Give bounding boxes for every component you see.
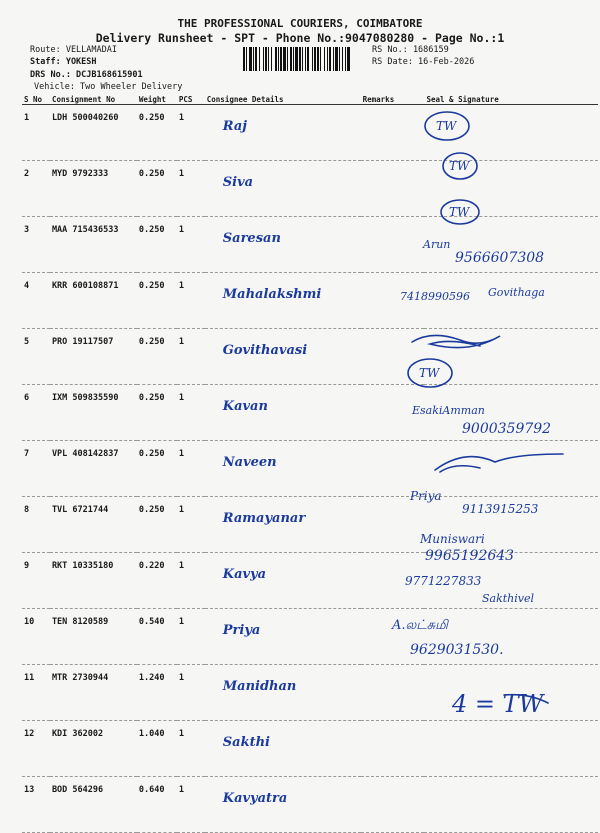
sig-text-r7: TW	[419, 366, 440, 380]
row-pcs: 1	[177, 497, 205, 553]
row-seal	[424, 441, 598, 497]
barcode-bar	[278, 47, 279, 71]
row-remarks	[361, 217, 425, 273]
row-remarks	[361, 273, 425, 329]
row-consignment: VPL 408142837	[50, 441, 137, 497]
barcode-bar	[293, 47, 294, 71]
barcode-bar	[335, 47, 338, 71]
barcode-bar	[265, 47, 267, 71]
row-weight: 0.250	[137, 385, 177, 441]
barcode-bar	[255, 47, 257, 71]
route-info: Route: VELLAMADAI	[30, 45, 117, 55]
row-consignee-name: Siva	[205, 161, 361, 217]
row-remarks	[361, 553, 425, 609]
row-pcs: 1	[177, 441, 205, 497]
row-consignee-name: Raj	[205, 105, 361, 161]
remark-r13-phone: 9629031530.	[410, 642, 504, 658]
row-seal	[424, 665, 598, 721]
row-remarks	[361, 161, 425, 217]
sig-text-r3: TW	[449, 205, 470, 219]
row-seal	[424, 777, 598, 833]
row-seal	[424, 329, 598, 385]
row-pcs: 1	[177, 273, 205, 329]
row-consignment: KDI 362002	[50, 721, 137, 777]
barcode-bar	[305, 47, 306, 71]
col-pcs: PCS	[177, 94, 205, 105]
row-consignment: RKT 10335180	[50, 553, 137, 609]
row-pcs: 1	[177, 553, 205, 609]
barcode-bar	[339, 47, 340, 71]
row-consignment: TEN 8120589	[50, 609, 137, 665]
row-sno: 4	[22, 273, 50, 329]
barcode-bar	[329, 47, 331, 71]
row-sno: 7	[22, 441, 50, 497]
row-consignee-name: Kavya	[205, 553, 361, 609]
barcode-bar	[259, 47, 260, 71]
barcode-bar	[327, 47, 328, 71]
row-weight: 0.250	[137, 441, 177, 497]
remark-r12-phone: 9771227833	[405, 574, 482, 588]
row-consignment: MYD 9792333	[50, 161, 137, 217]
table-row	[22, 273, 598, 329]
row-pcs: 1	[177, 217, 205, 273]
company-title: THE PROFESSIONAL COURIERS, COIMBATORE	[177, 17, 423, 30]
sig-text-r1: TW	[436, 119, 457, 133]
table-row	[22, 385, 598, 441]
remark-r13-name: A.லட்சுமி	[392, 618, 448, 633]
row-remarks	[361, 441, 425, 497]
barcode-bar	[324, 47, 325, 71]
col-weight: Weight	[137, 94, 177, 105]
barcode-bar	[246, 47, 247, 71]
row-weight: 0.250	[137, 105, 177, 161]
row-pcs: 1	[177, 665, 205, 721]
col-seal-signature: Seal & Signature	[424, 94, 598, 105]
row-seal	[424, 721, 598, 777]
row-remarks	[361, 385, 425, 441]
row-remarks	[361, 665, 425, 721]
remark-r8-phone: 9000359792	[462, 421, 552, 437]
barcode-bar	[317, 47, 319, 71]
row-seal	[424, 497, 598, 553]
row-sno: 3	[22, 217, 50, 273]
row-weight: 0.640	[137, 777, 177, 833]
barcode-bar	[342, 47, 343, 71]
row-pcs: 1	[177, 609, 205, 665]
row-pcs: 1	[177, 105, 205, 161]
row-consignee-name: Ramayanar	[205, 497, 361, 553]
row-weight: 1.240	[137, 665, 177, 721]
row-seal	[424, 217, 598, 273]
barcode-bar	[312, 47, 313, 71]
remark-r5-name: Govithaga	[488, 286, 545, 299]
barcode-bar	[243, 47, 245, 71]
row-pcs: 1	[177, 161, 205, 217]
row-consignee-name: Kavan	[205, 385, 361, 441]
remark-r8-name: EsakiAmman	[412, 404, 485, 417]
row-consignment: IXM 509835590	[50, 385, 137, 441]
table-row	[22, 609, 598, 665]
rs-date: RS Date: 16-Feb-2026	[372, 57, 475, 67]
row-weight: 1.040	[137, 721, 177, 777]
row-pcs: 1	[177, 777, 205, 833]
row-consignment: LDH 500040260	[50, 105, 137, 161]
remark-r4-name: Arun	[423, 238, 451, 251]
barcode-bar	[299, 47, 301, 71]
row-sno: 8	[22, 497, 50, 553]
row-consignment: BOD 564296	[50, 777, 137, 833]
remark-r12-name: Sakthivel	[482, 592, 535, 605]
table-row	[22, 721, 598, 777]
barcode-bar	[345, 47, 346, 71]
row-pcs: 1	[177, 385, 205, 441]
row-weight: 0.250	[137, 497, 177, 553]
remark-r4-phone: 9566607308	[455, 250, 545, 266]
row-remarks	[361, 609, 425, 665]
barcode-bar	[295, 47, 298, 71]
barcode-bar	[307, 47, 309, 71]
row-remarks	[361, 497, 425, 553]
sig-text-r2: TW	[449, 159, 470, 173]
row-remarks	[361, 721, 425, 777]
row-remarks	[361, 105, 425, 161]
barcode-bar	[290, 47, 292, 71]
barcode-bar	[314, 47, 316, 71]
row-weight: 0.540	[137, 609, 177, 665]
row-sno: 5	[22, 329, 50, 385]
barcode-bar	[280, 47, 282, 71]
runsheet-subtitle: Delivery Runsheet - SPT - Phone No.:9047080280 - Page No.:1	[95, 31, 505, 45]
barcode-bar	[253, 47, 254, 71]
table-row	[22, 329, 598, 385]
col-sno: S No	[22, 94, 50, 105]
vehicle-info: Vehicle: Two Wheeler Delivery	[34, 82, 183, 92]
barcode-bar	[268, 47, 269, 71]
table-row	[22, 777, 598, 833]
row-weight: 0.250	[137, 329, 177, 385]
barcode-bar	[271, 47, 272, 71]
row-seal	[424, 105, 598, 161]
row-remarks	[361, 777, 425, 833]
row-seal	[424, 385, 598, 441]
row-consignee-name: Sakthi	[205, 721, 361, 777]
remark-r11-name: Muniswari	[420, 532, 485, 546]
table-row	[22, 441, 598, 497]
table-row	[22, 553, 598, 609]
row-consignee-name: Saresan	[205, 217, 361, 273]
row-weight: 0.250	[137, 273, 177, 329]
delivery-table	[22, 94, 598, 833]
remark-r10-phone: 9113915253	[462, 502, 539, 516]
barcode-bar	[249, 47, 252, 71]
table-row	[22, 105, 598, 161]
col-consignment: Consignment No	[50, 94, 137, 105]
barcode-bar	[333, 47, 334, 71]
row-seal	[424, 609, 598, 665]
barcode-bar	[263, 47, 264, 71]
row-consignee-name: Priya	[205, 609, 361, 665]
remark-r11-phone: 9965192643	[425, 548, 515, 564]
row-remarks	[361, 329, 425, 385]
row-sno: 11	[22, 665, 50, 721]
row-consignment: TVL 6721744	[50, 497, 137, 553]
barcode-bar	[320, 47, 321, 71]
row-consignee-name: Kavyatra	[205, 777, 361, 833]
col-remarks: Remarks	[361, 94, 425, 105]
table-header-row	[22, 94, 598, 105]
row-pcs: 1	[177, 721, 205, 777]
row-weight: 0.220	[137, 553, 177, 609]
barcode-bar	[347, 47, 350, 71]
row-weight: 0.250	[137, 161, 177, 217]
table-row	[22, 665, 598, 721]
row-sno: 2	[22, 161, 50, 217]
col-consignee-details: Consignee Details	[205, 94, 361, 105]
row-consignment: KRR 600108871	[50, 273, 137, 329]
barcode-bar	[275, 47, 277, 71]
table-row	[22, 161, 598, 217]
row-sno: 1	[22, 105, 50, 161]
row-consignee-name: Manidhan	[205, 665, 361, 721]
table-row	[22, 217, 598, 273]
barcode-bar	[302, 47, 303, 71]
row-consignee-name: Mahalakshmi	[205, 273, 361, 329]
row-sno: 6	[22, 385, 50, 441]
row-consignee-name: Govithavasi	[205, 329, 361, 385]
row-pcs: 1	[177, 329, 205, 385]
row-consignee-name: Naveen	[205, 441, 361, 497]
drs-number: DRS No.: DCJB168615901	[30, 70, 143, 80]
row-weight: 0.250	[137, 217, 177, 273]
row-sno: 10	[22, 609, 50, 665]
table-row	[22, 497, 598, 553]
rs-number: RS No.: 1686159	[372, 45, 449, 55]
barcode-bar	[283, 47, 286, 71]
remark-r5-phone: 7418990596	[400, 290, 470, 303]
row-seal	[424, 273, 598, 329]
row-seal	[424, 161, 598, 217]
footer-count-mark: 4 = TW	[452, 690, 544, 718]
row-sno: 12	[22, 721, 50, 777]
row-sno: 13	[22, 777, 50, 833]
staff-info: Staff: YOKESH	[30, 57, 97, 67]
barcode	[243, 47, 367, 71]
row-seal	[424, 553, 598, 609]
row-sno: 9	[22, 553, 50, 609]
barcode-bar	[287, 47, 288, 71]
remark-r10-name: Priya	[410, 489, 442, 503]
row-consignment: PRO 19117507	[50, 329, 137, 385]
row-consignment: MTR 2730944	[50, 665, 137, 721]
row-consignment: MAA 715436533	[50, 217, 137, 273]
